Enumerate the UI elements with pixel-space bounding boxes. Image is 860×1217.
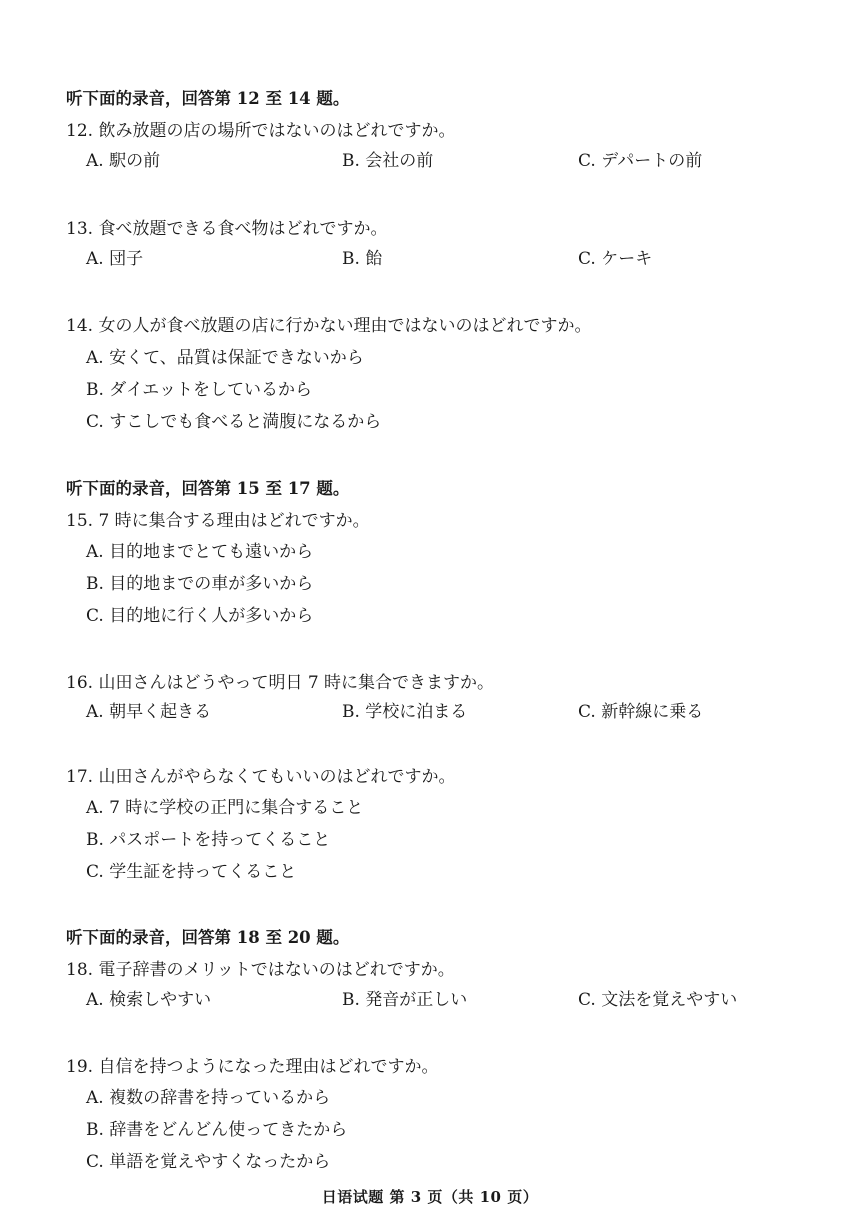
question-12-options — [0, 150, 860, 174]
question-19-option-b: B. 辞書をどんどん使ってきたから — [86, 1120, 348, 1140]
question-16-stem: 16. 山田さんはどうやって明日 7 時に集合できますか。 — [66, 673, 495, 693]
question-13-stem: 13. 食べ放題できる食べ物はどれですか。 — [66, 219, 388, 239]
section-heading-18-20: 听下面的录音，回答第 18 至 20 题。 — [66, 928, 350, 947]
question-16-option-c: C. 新幹線に乗る — [578, 702, 704, 722]
question-17-option-c: C. 学生証を持ってくること — [86, 862, 297, 882]
question-12-option-b: B. 会社の前 — [342, 151, 434, 171]
question-19-stem: 19. 自信を持つようになった理由はどれですか。 — [66, 1057, 439, 1077]
question-15-stem: 15. 7 時に集合する理由はどれですか。 — [66, 511, 370, 531]
question-13-option-c: C. ケーキ — [578, 249, 653, 269]
question-16-options — [0, 701, 860, 725]
question-18-options — [0, 989, 860, 1013]
question-17-option-b: B. パスポートを持ってくること — [86, 830, 331, 850]
question-15-option-b: B. 目的地までの車が多いから — [86, 574, 314, 594]
question-13-option-a: A. 団子 — [86, 249, 144, 269]
question-19-option-c: C. 単語を覚えやすくなったから — [86, 1152, 331, 1172]
question-15-option-c: C. 目的地に行く人が多いから — [86, 606, 314, 626]
question-14-option-b: B. ダイエットをしているから — [86, 380, 312, 400]
question-18-stem: 18. 電子辞書のメリットではないのはどれですか。 — [66, 960, 455, 980]
question-12-option-a: A. 駅の前 — [86, 151, 161, 171]
section-heading-12-14: 听下面的录音，回答第 12 至 14 题。 — [66, 89, 350, 108]
question-13-options — [0, 248, 860, 272]
question-16-option-b: B. 学校に泊まる — [342, 702, 468, 722]
question-14-stem: 14. 女の人が食べ放題の店に行かない理由ではないのはどれですか。 — [66, 316, 592, 336]
question-14-option-c: C. すこしでも食べると満腹になるから — [86, 412, 382, 432]
page-footer: 日语试题 第 3 页（共 10 页） — [321, 1188, 539, 1206]
question-18-option-c: C. 文法を覚えやすい — [578, 990, 738, 1010]
question-19-option-a: A. 複数の辞書を持っているから — [86, 1088, 331, 1108]
question-18-option-b: B. 発音が正しい — [342, 990, 468, 1010]
section-heading-15-17: 听下面的录音，回答第 15 至 17 题。 — [66, 479, 350, 498]
question-18-option-a: A. 検索しやすい — [86, 990, 212, 1010]
question-12-option-c: C. デパートの前 — [578, 151, 703, 171]
question-14-option-a: A. 安くて、品質は保証できないから — [86, 348, 364, 368]
question-12-stem: 12. 飲み放題の店の場所ではないのはどれですか。 — [66, 121, 456, 141]
question-17-stem: 17. 山田さんがやらなくてもいいのはどれですか。 — [66, 767, 456, 787]
question-15-option-a: A. 目的地までとても遠いから — [86, 542, 314, 562]
question-13-option-b: B. 飴 — [342, 249, 383, 269]
question-17-option-a: A. 7 時に学校の正門に集合すること — [86, 798, 364, 818]
question-16-option-a: A. 朝早く起きる — [86, 702, 212, 722]
